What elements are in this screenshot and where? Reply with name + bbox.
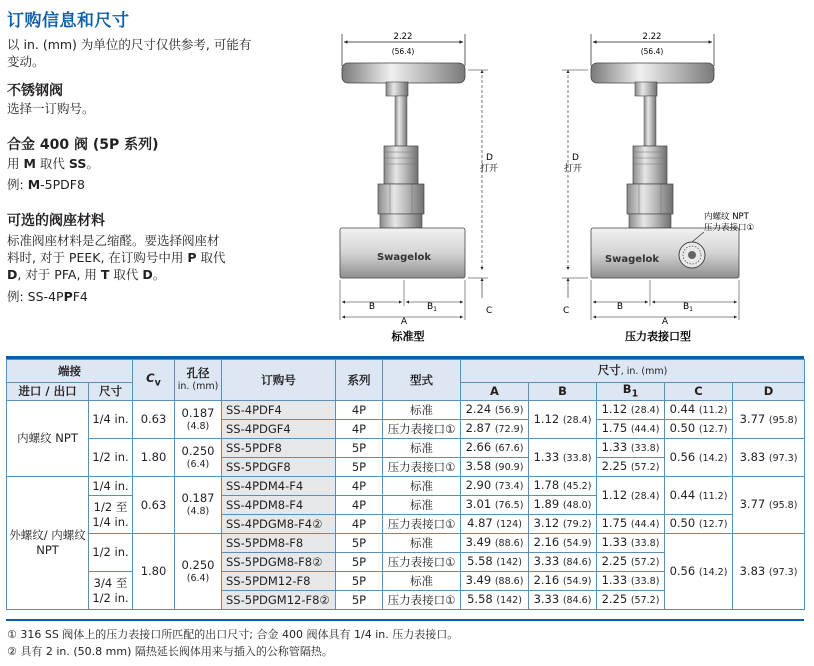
pattern-cell: 标准: [383, 534, 461, 553]
alloy-example: 例: M-5PDF8: [7, 177, 85, 192]
series-cell: 4P: [336, 420, 383, 439]
b-cell: 1.89 (48.0): [529, 496, 597, 515]
size-cell: 1/2 in.: [89, 534, 133, 572]
pattern-cell: 标准: [383, 401, 461, 420]
a-cell: 2.66 (67.6): [461, 439, 529, 458]
brand-label: Swagelok: [376, 252, 432, 263]
footnote-1: ① 316 SS 阀体上的压力表接口所匹配的出口尺寸; 合金 400 阀体具有 1/4 in. 压力表接口。: [7, 628, 459, 641]
table-row: [7, 401, 805, 420]
b-cell: 2.16 (54.9): [529, 534, 597, 553]
d-cell: 3.83 (97.3): [733, 439, 805, 477]
ordering-number: SS-5PDM12-F8: [222, 572, 336, 591]
seat-heading: 可选的阀座材料: [7, 213, 105, 229]
gauge-valve-drawing: [562, 32, 754, 343]
b-cell: 1.78 (45.2): [529, 477, 597, 496]
standard-valve-drawing: [340, 32, 498, 343]
dim-width-in-2: 2.22: [642, 32, 662, 42]
series-cell: 5P: [336, 458, 383, 477]
d-dim-label: D: [486, 153, 493, 163]
d-cell: 3.77 (95.8): [733, 401, 805, 439]
cv-cell: 0.63: [133, 477, 175, 534]
series-cell: 5P: [336, 591, 383, 610]
ordering-number: SS-4PDM4-F4: [222, 477, 336, 496]
series-cell: 5P: [336, 553, 383, 572]
caption-gauge: 压力表接口型: [625, 330, 691, 343]
a-cell: 3.49 (88.6): [461, 572, 529, 591]
orifice-cell: 0.187 (4.8): [175, 477, 222, 534]
b1-cell: 2.25 (57.2): [597, 553, 665, 572]
ordering-number: SS-4PDF4: [222, 401, 336, 420]
b1-cell: 1.75 (44.4): [597, 515, 665, 534]
header-dimensions: 尺寸, in. (mm): [461, 360, 805, 383]
b-cell: 1.12 (28.4): [529, 401, 597, 439]
header-b1: $B_1$: [597, 383, 665, 401]
header-connection: 端接: [7, 360, 133, 383]
b1-cell: 1.12 (28.4): [597, 477, 665, 515]
b1-dim-label: $B_1$: [426, 302, 438, 313]
table-bottom-rule: [6, 619, 804, 621]
seat-line3: D, 对于 PFA, 用 T 取代 D。: [7, 267, 166, 282]
series-cell: 5P: [336, 534, 383, 553]
b-cell: 3.12 (79.2): [529, 515, 597, 534]
open-label: 打开: [480, 164, 499, 174]
header-series: 系列: [336, 360, 383, 401]
a-cell: 5.58 (142): [461, 591, 529, 610]
pattern-cell: 标准: [383, 439, 461, 458]
b1-cell: 1.75 (44.4): [597, 420, 665, 439]
table-row: [7, 439, 805, 458]
header-d: D: [733, 383, 805, 401]
dim-width-mm: (56.4): [391, 47, 415, 56]
seat-line2: 料时, 对于 PEEK, 在订购号中用 P 取代: [7, 250, 226, 265]
c-dim-label-2: C: [563, 306, 570, 316]
stainless-text: 选择一订购号。: [7, 101, 95, 116]
size-cell: 1/2 in.: [89, 439, 133, 477]
series-cell: 4P: [336, 515, 383, 534]
header-a: A: [461, 383, 529, 401]
d-cell: 3.83 (97.3): [733, 534, 805, 610]
b1-cell: 2.25 (57.2): [597, 458, 665, 477]
b-dim-label-2: B: [616, 302, 624, 312]
size-cell: 1/4 in.: [89, 477, 133, 496]
a-cell: 5.58 (142): [461, 553, 529, 572]
series-cell: 4P: [336, 496, 383, 515]
b1-cell: 1.33 (33.8): [597, 439, 665, 458]
pattern-cell: 压力表接口①: [383, 420, 461, 439]
b-cell: 3.33 (84.6): [529, 553, 597, 572]
d-dim-label-2: D: [572, 153, 579, 163]
ordering-number: SS-5PDM8-F8: [222, 534, 336, 553]
port-label-line2: 压力表接口①: [704, 223, 755, 233]
series-cell: 4P: [336, 477, 383, 496]
intro-text: 以 in. (mm) 为单位的尺寸仅供参考, 可能有变动。: [7, 37, 252, 69]
size-cell: 3/4 至 1/2 in.: [89, 572, 133, 610]
b-cell: 2.16 (54.9): [529, 572, 597, 591]
ordering-number: SS-5PDGF8: [222, 458, 336, 477]
alloy-heading: 合金 400 阀 (5P 系列): [7, 137, 159, 153]
b1-cell: 1.33 (33.8): [597, 572, 665, 591]
table-row: [7, 477, 805, 496]
b-cell: 1.33 (33.8): [529, 439, 597, 477]
group-female: 内螺纹 NPT: [7, 401, 89, 477]
ordering-number: SS-4PDGF4: [222, 420, 336, 439]
pattern-cell: 压力表接口①: [383, 553, 461, 572]
header-inlet-outlet: 进口 / 出口: [7, 383, 89, 401]
valve-drawings: [320, 30, 755, 350]
c-cell: 0.56 (14.2): [665, 439, 733, 477]
a-cell: 2.90 (73.4): [461, 477, 529, 496]
orifice-cell: 0.250 (6.4): [175, 534, 222, 610]
header-ordering: 订购号: [222, 360, 336, 401]
d-cell: 3.77 (95.8): [733, 477, 805, 534]
pattern-cell: 标准: [383, 477, 461, 496]
ordering-number: SS-5PDF8: [222, 439, 336, 458]
c-cell: 0.44 (11.2): [665, 401, 733, 420]
ordering-number: SS-4PDGM8-F4②: [222, 515, 336, 534]
cv-cell: 1.80: [133, 439, 175, 477]
a-cell: 2.24 (56.9): [461, 401, 529, 420]
c-cell: 0.44 (11.2): [665, 477, 733, 515]
header-b: B: [529, 383, 597, 401]
b1-cell: 1.12 (28.4): [597, 401, 665, 420]
header-pattern: 型式: [383, 360, 461, 401]
alloy-text: 用 M 取代 SS。: [7, 156, 99, 171]
a-dim-label-2: A: [661, 317, 669, 327]
stainless-heading: 不锈钢阀: [7, 83, 63, 99]
ordering-table: [6, 359, 805, 610]
a-cell: 4.87 (124): [461, 515, 529, 534]
seat-example: 例: SS-4PPF4: [7, 289, 88, 304]
seat-line1: 标准阀座材料是乙缩醛。要选择阀座材: [7, 233, 220, 248]
ordering-number: SS-5PDGM8-F8②: [222, 553, 336, 572]
cv-cell: 0.63: [133, 401, 175, 439]
a-cell: 3.58 (90.9): [461, 458, 529, 477]
ordering-number: SS-4PDM8-F4: [222, 496, 336, 515]
b-dim-label: B: [368, 302, 376, 312]
size-cell: 1/2 至 1/4 in.: [89, 496, 133, 534]
b-cell: 3.33 (84.6): [529, 591, 597, 610]
pattern-cell: 压力表接口①: [383, 515, 461, 534]
a-cell: 2.87 (72.9): [461, 420, 529, 439]
pattern-cell: 压力表接口①: [383, 458, 461, 477]
header-cv: $C_v$: [133, 360, 175, 401]
orifice-cell: 0.187 (4.8): [175, 401, 222, 439]
cv-cell: 1.80: [133, 534, 175, 610]
series-cell: 4P: [336, 401, 383, 420]
b1-dim-label-2: $B_1$: [682, 302, 694, 313]
a-dim-label: A: [400, 317, 408, 327]
series-cell: 5P: [336, 572, 383, 591]
a-cell: 3.01 (76.5): [461, 496, 529, 515]
size-cell: 1/4 in.: [89, 401, 133, 439]
a-cell: 3.49 (88.6): [461, 534, 529, 553]
handle-icon: [591, 63, 714, 83]
page-title: 订购信息和尺寸: [7, 11, 130, 31]
port-label-line1: 内螺纹 NPT: [704, 212, 749, 222]
c-cell: 0.50 (12.7): [665, 420, 733, 439]
c-cell: 0.56 (14.2): [665, 534, 733, 610]
handle-icon: [342, 63, 465, 83]
b1-cell: 2.25 (57.2): [597, 591, 665, 610]
series-cell: 5P: [336, 439, 383, 458]
dim-width-mm-2: (56.4): [640, 47, 664, 56]
caption-standard: 标准型: [391, 330, 425, 343]
pattern-cell: 标准: [383, 572, 461, 591]
c-cell: 0.50 (12.7): [665, 515, 733, 534]
orifice-cell: 0.250 (6.4): [175, 439, 222, 477]
header-size: 尺寸: [89, 383, 133, 401]
ordering-number: SS-5PDGM12-F8②: [222, 591, 336, 610]
c-dim-label: C: [486, 306, 493, 316]
b1-cell: 1.33 (33.8): [597, 534, 665, 553]
open-label-2: 打开: [564, 164, 583, 174]
dim-width-in: 2.22: [393, 32, 413, 42]
group-male: 外螺纹/ 内螺纹 NPT: [7, 477, 89, 610]
valve-body-gauge: [591, 228, 739, 278]
brand-label-2: Swagelok: [604, 254, 660, 265]
header-orifice: 孔径 in. (mm): [175, 360, 222, 401]
pattern-cell: 压力表接口①: [383, 591, 461, 610]
header-c: C: [665, 383, 733, 401]
footnote-2: ② 具有 2 in. (50.8 mm) 隔热延长阀体用来与插入的公称管隔热。: [7, 645, 333, 658]
table-row: [7, 534, 805, 553]
pattern-cell: 标准: [383, 496, 461, 515]
